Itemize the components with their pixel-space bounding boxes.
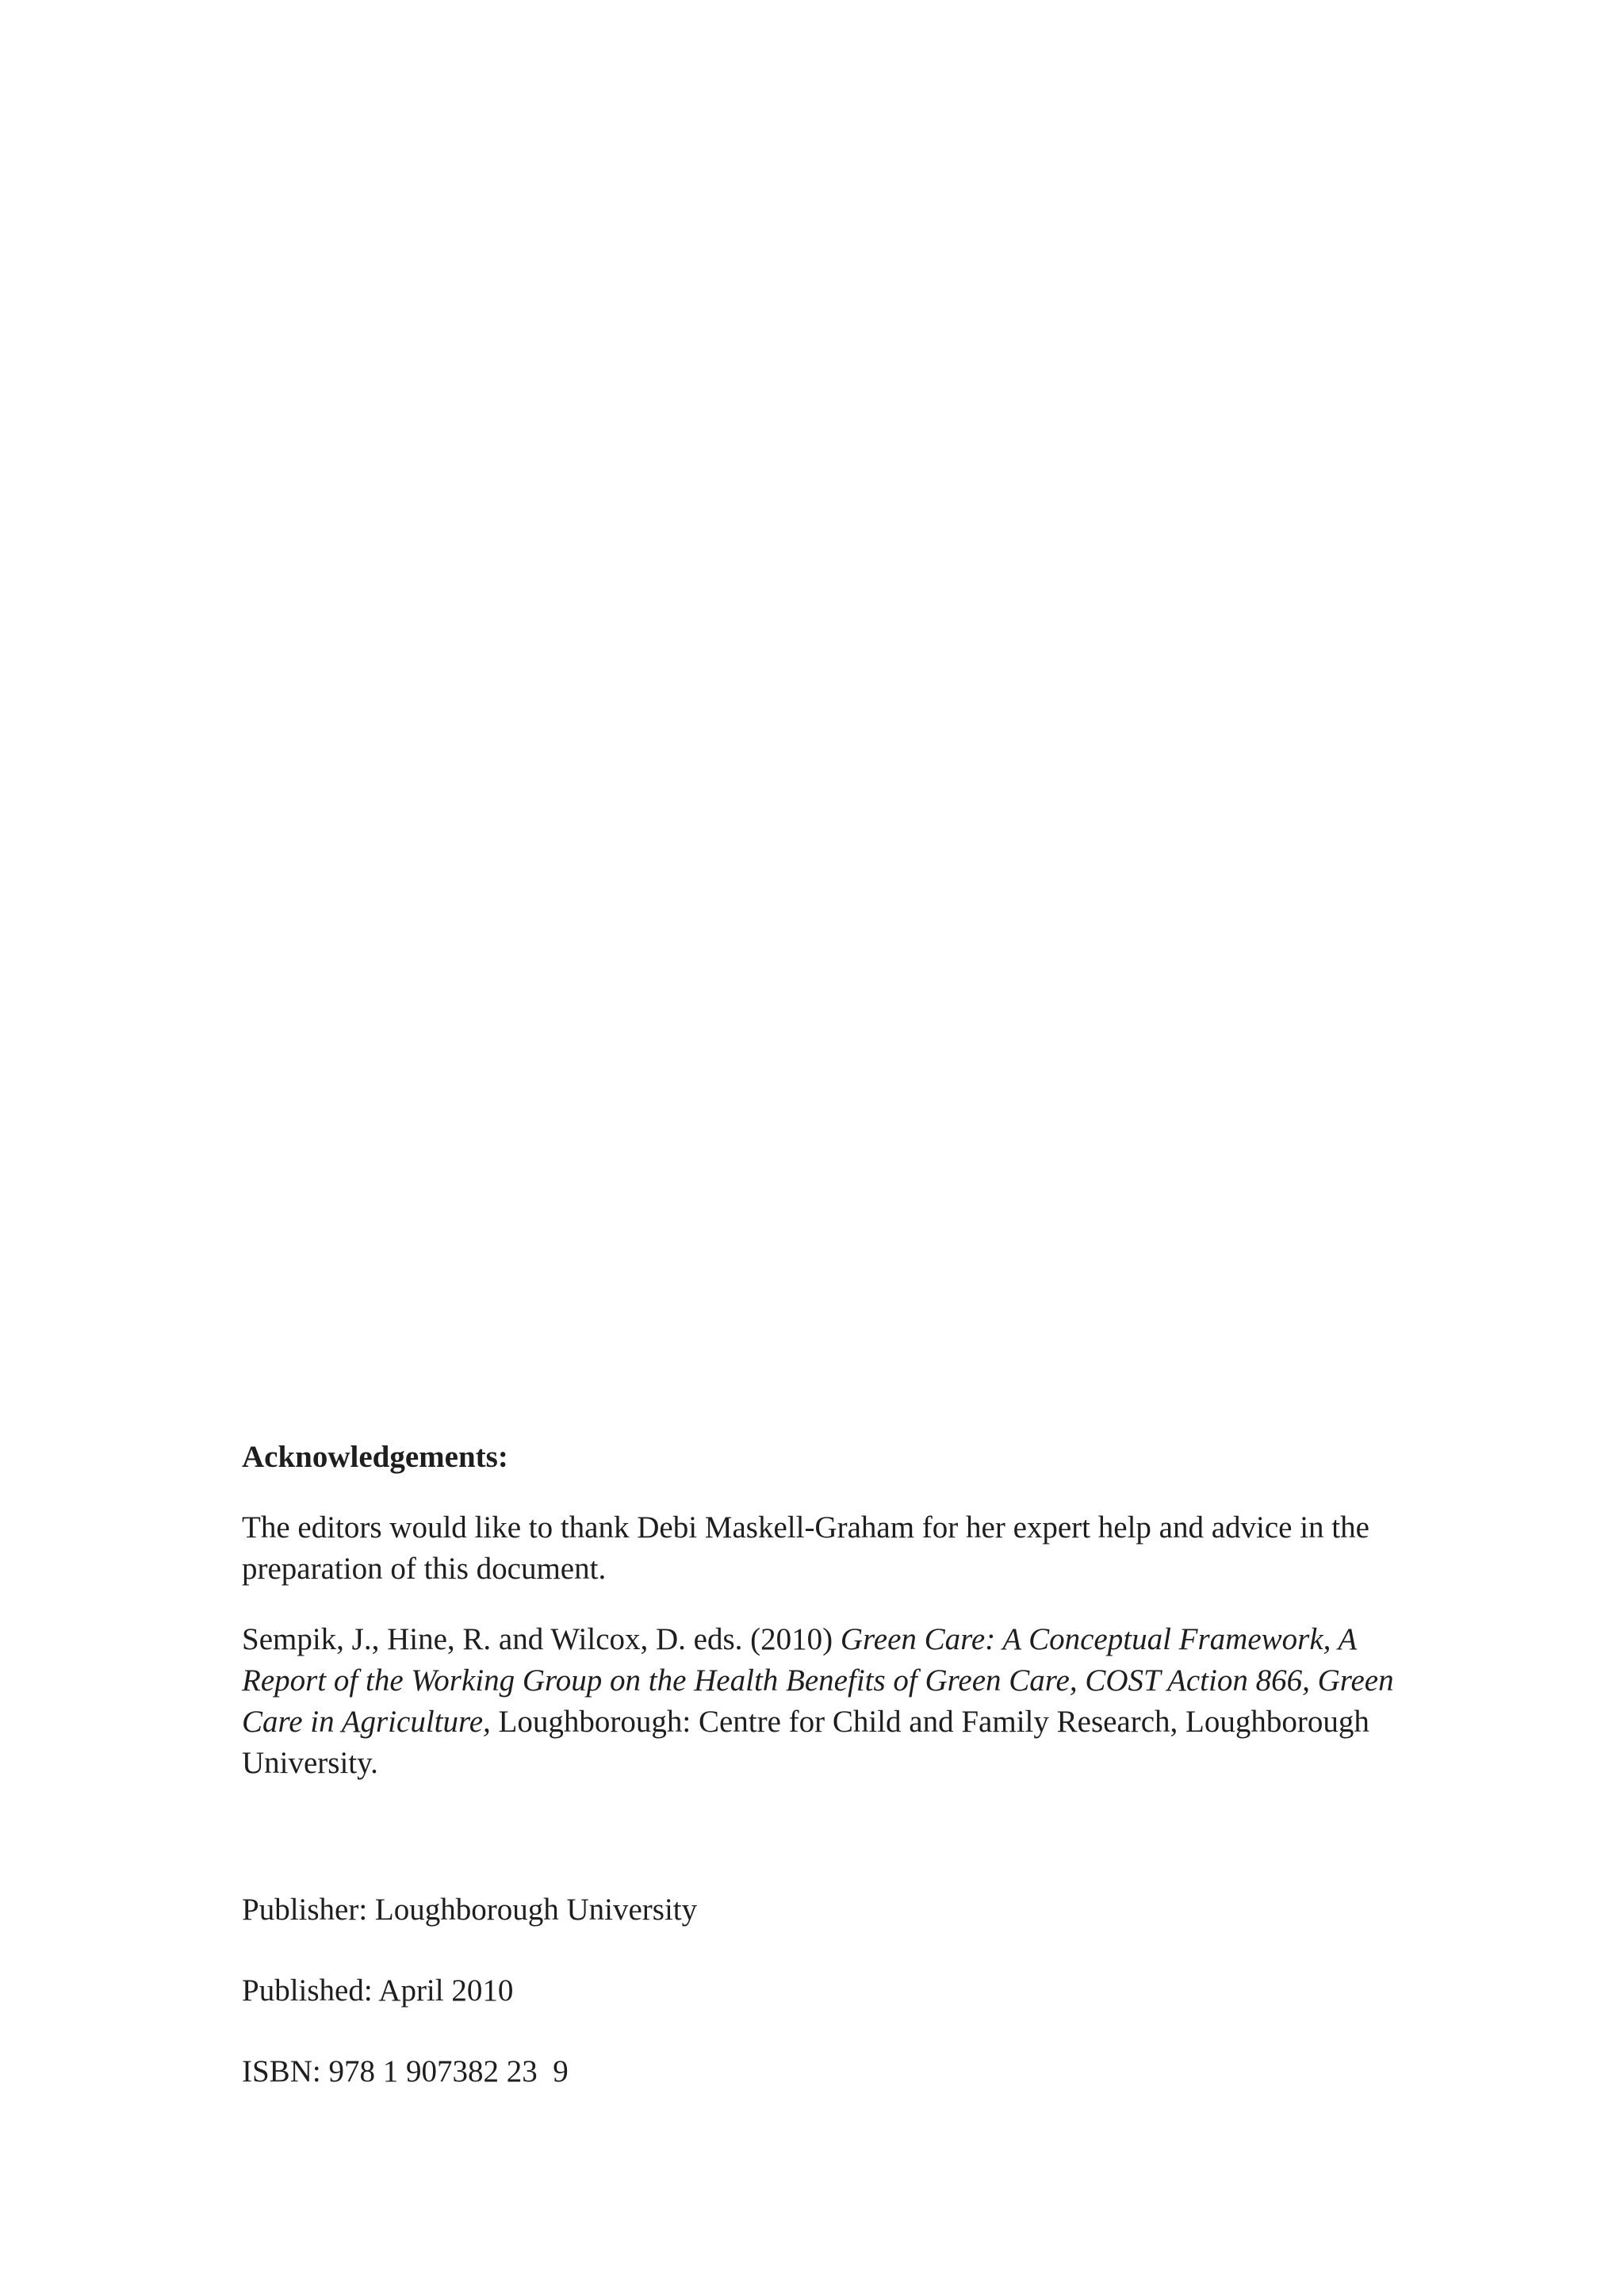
publisher-line: Publisher: Loughborough University bbox=[242, 1893, 698, 1927]
isbn-line: ISBN: 978 1 907382 23 9 bbox=[242, 2054, 569, 2088]
citation-title: Green Care: A Conceptual Framework, A Report of the Working Group on the Health Benefits of Green Care, COST Action 866, Green Care in Agriculture, bbox=[242, 1622, 1394, 1739]
acknowledgements-heading: Acknowledgements: bbox=[242, 1440, 508, 1474]
colophon-block bbox=[242, 1437, 1415, 2092]
published-date-line: Published: April 2010 bbox=[242, 1973, 514, 2008]
citation-authors: Sempik, J., Hine, R. and Wilcox, D. eds. (2010) bbox=[242, 1622, 833, 1656]
citation bbox=[242, 1619, 1415, 1784]
acknowledgements-text: The editors would like to thank Debi Maskell-Graham for her expert help and advice in the preparation of this document. bbox=[242, 1510, 1369, 1586]
citation-publisher-info: Loughborough: Centre for Child and Family Research, Loughborough University. bbox=[242, 1705, 1369, 1780]
